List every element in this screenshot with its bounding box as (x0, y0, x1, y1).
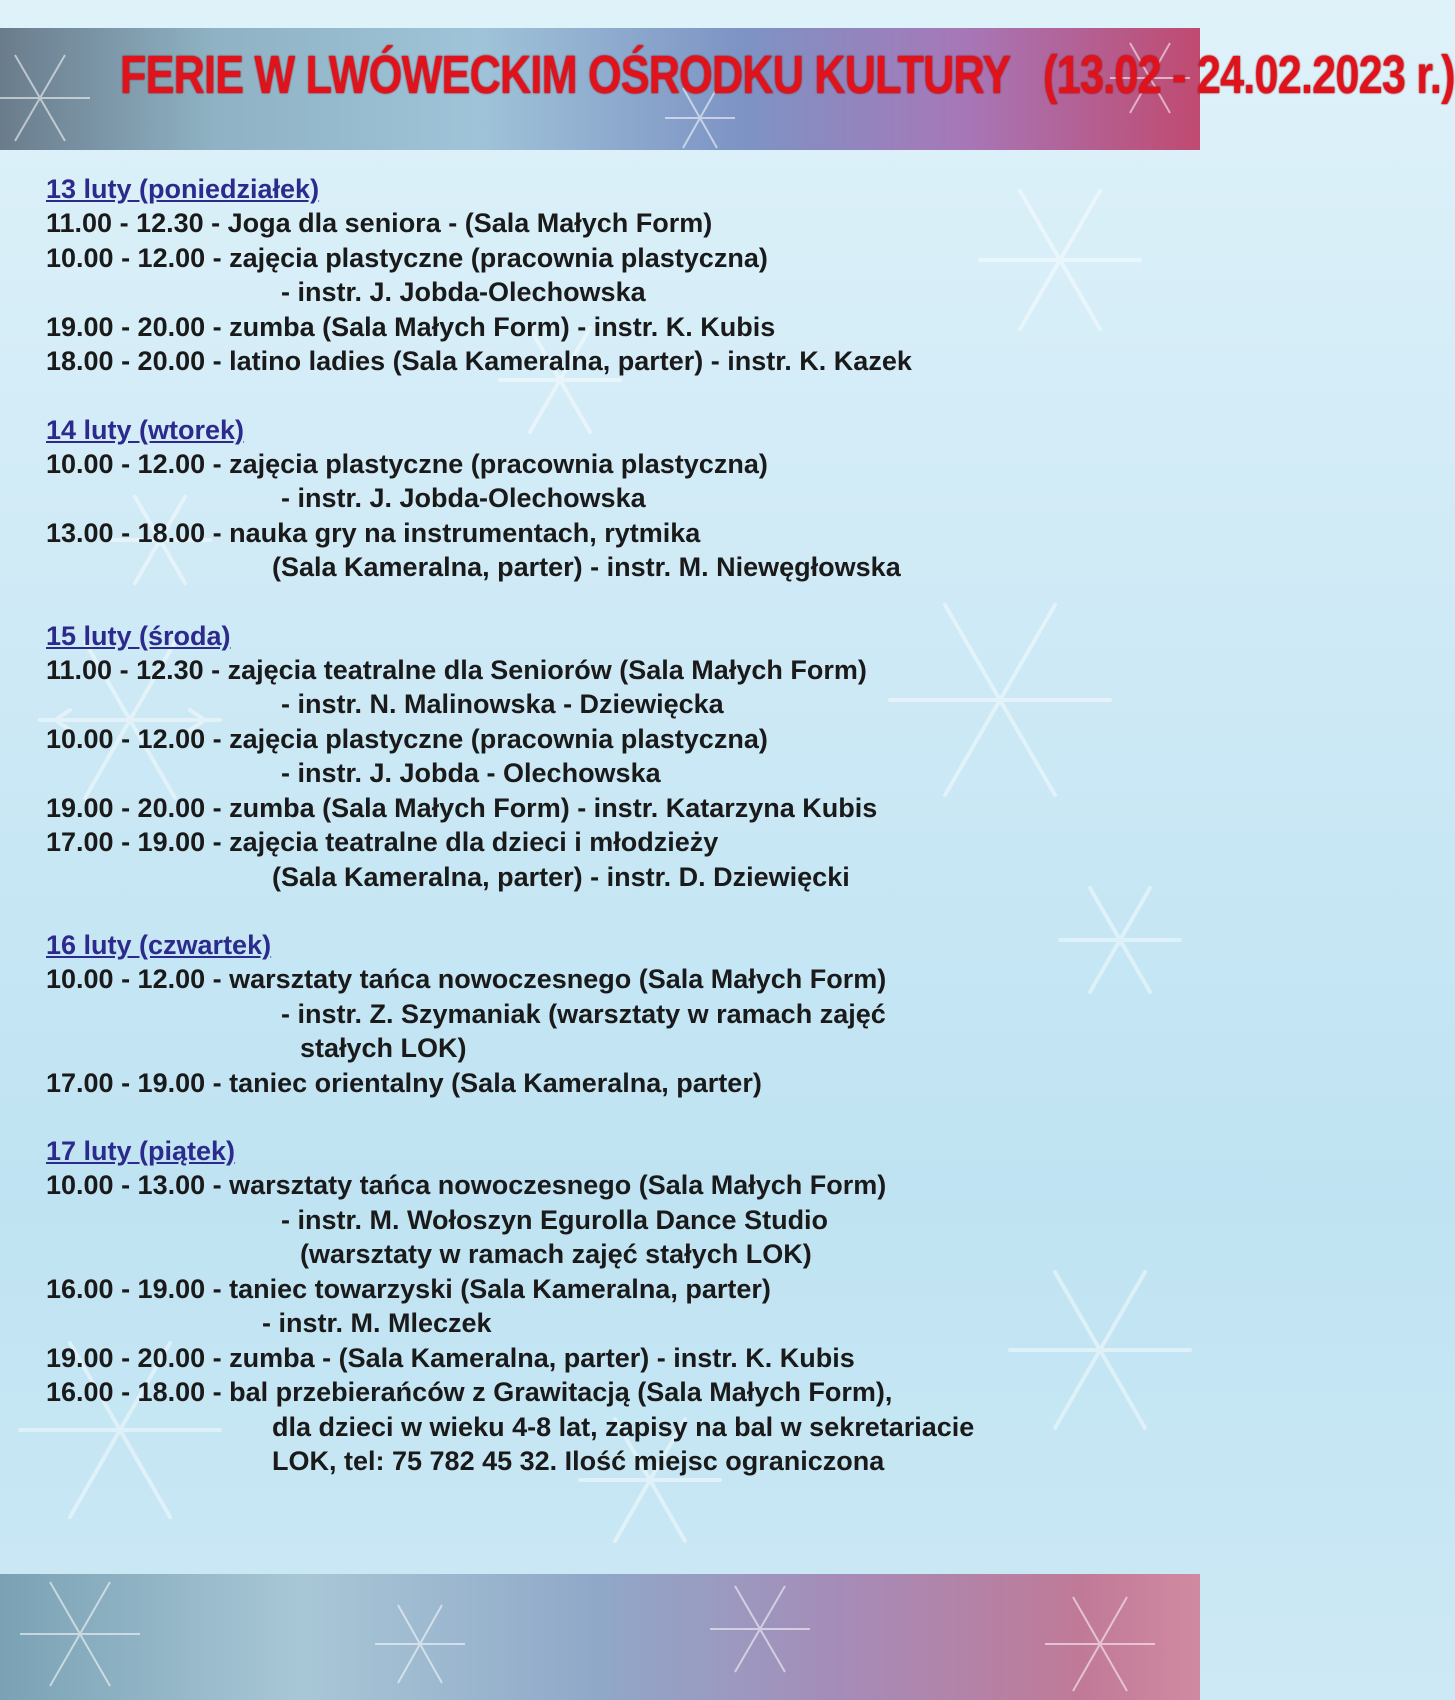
day-heading: 16 luty (czwartek) (46, 930, 272, 960)
schedule-line: 17.00 - 19.00 - taniec orientalny (Sala Kameralna, parter) (46, 1067, 762, 1098)
schedule-line: 11.00 - 12.30 - Joga dla seniora - (Sala Małych Form) (46, 208, 713, 238)
schedule-line: 13.00 - 18.00 - nauka gry na instrumentach, rytmika (46, 517, 701, 548)
day-heading: 13 luty (poniedziałek) (46, 174, 320, 204)
schedule-line: 19.00 - 20.00 - zumba (Sala Małych Form) - instr. K. Kubis (46, 311, 776, 342)
schedule-line: - instr. J. Jobda-Olechowska (281, 277, 646, 307)
schedule-line: 16.00 - 19.00 - taniec towarzyski (Sala Kameralna, parter) (46, 1273, 771, 1304)
schedule-line: - instr. M. Wołoszyn Egurolla Dance Studio (281, 1204, 829, 1235)
schedule-line: - instr. N. Malinowska - Dziewięcka (281, 689, 724, 719)
day-section (46, 413, 1176, 585)
schedule-line: - instr. M. Mleczek (262, 1308, 492, 1338)
schedule-line: LOK, tel: 75 782 45 32. Ilość miejsc ograniczona (272, 1446, 885, 1476)
schedule-line: 10.00 - 12.00 - zajęcia plastyczne (pracownia plastyczna) (46, 242, 768, 273)
day-section (46, 172, 1176, 379)
schedule-line: dla dzieci w wieku 4-8 lat, zapisy na bal w sekretariacie (272, 1411, 975, 1442)
day-section (46, 619, 1176, 895)
schedule-line: (Sala Kameralna, parter) - instr. D. Dziewięcki (272, 861, 850, 892)
schedule-line: 10.00 - 13.00 - warsztaty tańca nowoczesnego (Sala Małych Form) (46, 1170, 887, 1200)
schedule-line: 17.00 - 19.00 - zajęcia teatralne dla dzieci i młodzieży (46, 827, 719, 857)
day-heading: 15 luty (środa) (46, 620, 231, 651)
page-title: FERIE W LWÓWECKIM OŚRODKU KULTURY (13.02 - 24.02.2023 r.) (120, 45, 1455, 105)
schedule-line: 10.00 - 12.00 - warsztaty tańca nowoczesnego (Sala Małych Form) (46, 964, 887, 994)
schedule (46, 172, 1176, 1513)
schedule-line: 16.00 - 18.00 - bal przebierańców z Grawitacją (Sala Małych Form), (46, 1377, 893, 1407)
schedule-line: (warsztaty w ramach zajęć stałych LOK) (300, 1239, 812, 1269)
schedule-line: - instr. Z. Szymaniak (warsztaty w ramach zajęć (281, 998, 886, 1029)
footer-banner (0, 1574, 1200, 1700)
day-heading: 14 luty (wtorek) (46, 414, 245, 445)
schedule-line: stałych LOK) (300, 1033, 467, 1063)
schedule-line: 10.00 - 12.00 - zajęcia plastyczne (pracownia plastyczna) (46, 723, 768, 754)
schedule-line: 19.00 - 20.00 - zumba - (Sala Kameralna, parter) - instr. K. Kubis (46, 1342, 855, 1373)
schedule-line: 11.00 - 12.30 - zajęcia teatralne dla Seniorów (Sala Małych Form) (46, 654, 867, 685)
schedule-line: - instr. J. Jobda-Olechowska (281, 483, 646, 513)
title-banner (0, 28, 1455, 150)
footer-snowflake-decor (0, 1574, 1200, 1700)
schedule-line: 10.00 - 12.00 - zajęcia plastyczne (pracownia plastyczna) (46, 448, 768, 479)
schedule-line: - instr. J. Jobda - Olechowska (281, 758, 661, 788)
schedule-line: 19.00 - 20.00 - zumba (Sala Małych Form) - instr. Katarzyna Kubis (46, 792, 878, 823)
schedule-line: 18.00 - 20.00 - latino ladies (Sala Kameralna, parter) - instr. K. Kazek (46, 346, 912, 376)
day-heading: 17 luty (piątek) (46, 1136, 236, 1166)
day-section (46, 928, 1176, 1100)
day-section (46, 1134, 1176, 1479)
schedule-line: (Sala Kameralna, parter) - instr. M. Niewęgłowska (272, 552, 901, 582)
